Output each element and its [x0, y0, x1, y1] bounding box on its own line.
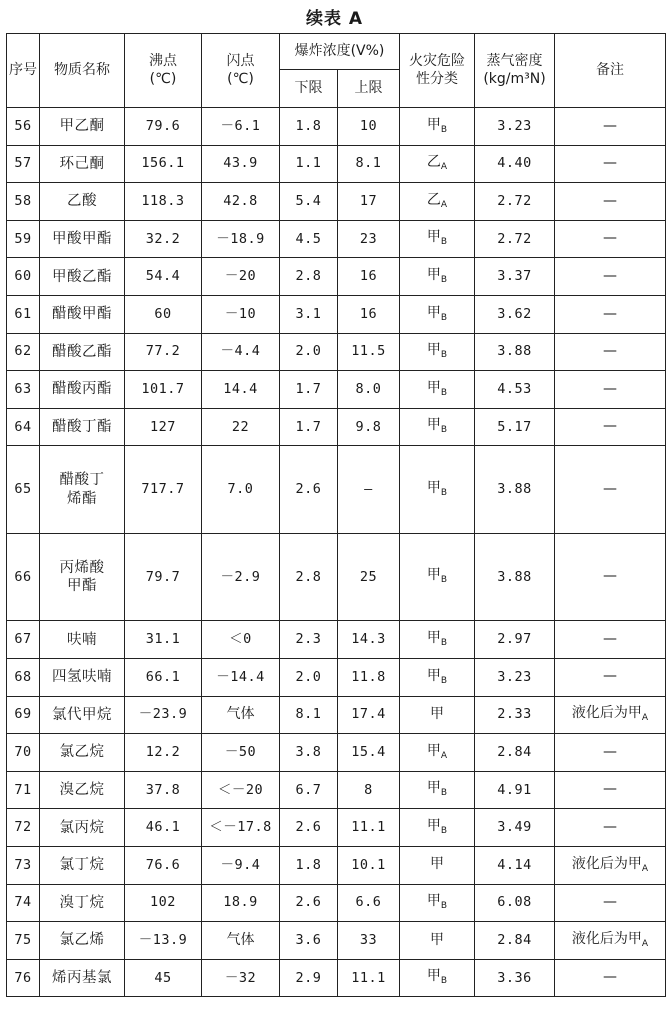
fire-class-subscript: B: [440, 976, 448, 987]
header-vapor-density: 蒸气密度 (kg/m³N): [475, 34, 555, 108]
fire-class-text: 甲: [426, 780, 441, 797]
table-body: [7, 108, 666, 997]
cell-name: 氯乙烷: [40, 734, 125, 772]
cell-lower-limit: 2.9: [280, 959, 338, 997]
cell-remark: [555, 696, 666, 734]
table-row: [7, 220, 666, 258]
cell-no: 70: [7, 734, 40, 772]
cell-name: 乙酸: [40, 183, 125, 221]
cell-name: 四氢呋喃: [40, 658, 125, 696]
fire-class-text: 甲: [426, 116, 441, 133]
table-header: [7, 34, 666, 108]
cell-name: 甲酸乙酯: [40, 258, 125, 296]
remark-text: —: [603, 630, 617, 647]
cell-lower-limit: 6.7: [280, 771, 338, 809]
cell-remark: [555, 884, 666, 922]
cell-lower-limit: 3.8: [280, 734, 338, 772]
remark-text: —: [603, 267, 617, 284]
cell-flash-point: ＜0: [202, 621, 280, 659]
remark-text: —: [603, 743, 617, 760]
fire-class-text: 甲: [426, 417, 441, 434]
cell-upper-limit: 14.3: [338, 621, 400, 659]
cell-vapor-density: 3.23: [475, 658, 555, 696]
cell-remark: [555, 145, 666, 183]
cell-upper-limit: 25: [338, 533, 400, 621]
fire-class-subscript: B: [440, 124, 448, 135]
table-row: [7, 108, 666, 146]
remark-subscript: A: [641, 863, 649, 874]
cell-fire-class: [400, 809, 475, 847]
cell-boiling-point: －13.9: [125, 922, 202, 960]
cell-name: 醋酸乙酯: [40, 333, 125, 371]
cell-boiling-point: 76.6: [125, 846, 202, 884]
remark-text: —: [603, 117, 617, 134]
header-lower-limit: 下限: [280, 70, 338, 108]
table-row: [7, 295, 666, 333]
cell-name-line: 烯酯: [67, 490, 97, 507]
cell-remark: [555, 658, 666, 696]
cell-remark: [555, 959, 666, 997]
cell-flash-point: －18.9: [202, 220, 280, 258]
table-row: [7, 696, 666, 734]
cell-upper-limit: 8.0: [338, 371, 400, 409]
cell-boiling-point: 45: [125, 959, 202, 997]
cell-name: 呋喃: [40, 621, 125, 659]
cell-flash-point: －6.1: [202, 108, 280, 146]
table-row: [7, 446, 666, 534]
cell-vapor-density: 4.14: [475, 846, 555, 884]
cell-fire-class: [400, 333, 475, 371]
fire-class-subscript: B: [440, 275, 448, 286]
cell-no: 76: [7, 959, 40, 997]
cell-fire-class: [400, 408, 475, 446]
cell-no: 66: [7, 533, 40, 621]
cell-lower-limit: 2.8: [280, 258, 338, 296]
fire-class-text: 甲: [426, 630, 441, 647]
header-fire-class: 火灾危险 性分类: [400, 34, 475, 108]
remark-text: —: [603, 894, 617, 911]
fire-class-subscript: A: [440, 162, 448, 173]
cell-remark: [555, 533, 666, 621]
cell-no: 60: [7, 258, 40, 296]
cell-flash-point: 7.0: [202, 446, 280, 534]
cell-remark: [555, 846, 666, 884]
cell-upper-limit: 17: [338, 183, 400, 221]
cell-remark: [555, 220, 666, 258]
cell-lower-limit: 1.7: [280, 371, 338, 409]
remark-text: —: [603, 380, 617, 397]
header-upper-limit: 上限: [338, 70, 400, 108]
table-row: [7, 771, 666, 809]
fire-class-subscript: B: [440, 675, 448, 686]
cell-no: 57: [7, 145, 40, 183]
remark-text: —: [603, 969, 617, 986]
cell-lower-limit: 4.5: [280, 220, 338, 258]
cell-upper-limit: 10.1: [338, 846, 400, 884]
cell-boiling-point: 37.8: [125, 771, 202, 809]
fire-class-text: 甲: [426, 379, 441, 396]
table-row: [7, 658, 666, 696]
table-row: [7, 884, 666, 922]
cell-flash-point: 气体: [202, 696, 280, 734]
fire-class-text: 甲: [426, 742, 441, 759]
cell-boiling-point: 31.1: [125, 621, 202, 659]
cell-no: 69: [7, 696, 40, 734]
remark-text: 液化后为甲: [571, 855, 642, 872]
cell-vapor-density: 2.72: [475, 183, 555, 221]
cell-upper-limit: 8.1: [338, 145, 400, 183]
fire-class-subscript: B: [440, 638, 448, 649]
cell-fire-class: [400, 145, 475, 183]
remark-text: —: [603, 343, 617, 360]
cell-remark: [555, 771, 666, 809]
cell-fire-class: [400, 922, 475, 960]
cell-name-line: 甲酯: [67, 578, 97, 595]
cell-vapor-density: 2.84: [475, 734, 555, 772]
cell-remark: [555, 922, 666, 960]
cell-lower-limit: 1.8: [280, 846, 338, 884]
cell-vapor-density: 3.88: [475, 533, 555, 621]
table-row: [7, 734, 666, 772]
fire-class-subscript: A: [440, 750, 448, 761]
cell-remark: [555, 446, 666, 534]
cell-name: 甲乙酮: [40, 108, 125, 146]
fire-class-text: 甲: [426, 342, 441, 359]
cell-vapor-density: 2.97: [475, 621, 555, 659]
fire-class-text: 甲: [426, 567, 441, 584]
cell-boiling-point: 66.1: [125, 658, 202, 696]
cell-no: 74: [7, 884, 40, 922]
cell-name: 烯丙基氯: [40, 959, 125, 997]
cell-vapor-density: 3.88: [475, 446, 555, 534]
remark-text: 液化后为甲: [571, 930, 642, 947]
fire-class-text: 甲: [426, 267, 441, 284]
remark-text: 液化后为甲: [571, 705, 642, 722]
header-explosive-limits: 爆炸浓度(V%): [280, 34, 400, 70]
fire-class-subscript: B: [440, 825, 448, 836]
cell-flash-point: ＜－20: [202, 771, 280, 809]
remark-subscript: A: [641, 938, 649, 949]
remark-text: —: [603, 480, 617, 497]
cell-name: 氯代甲烷: [40, 696, 125, 734]
cell-boiling-point: 32.2: [125, 220, 202, 258]
cell-vapor-density: 3.88: [475, 333, 555, 371]
fire-class-text: 甲: [426, 893, 441, 910]
cell-lower-limit: 2.6: [280, 446, 338, 534]
cell-lower-limit: 3.1: [280, 295, 338, 333]
cell-boiling-point: 79.7: [125, 533, 202, 621]
cell-lower-limit: 3.6: [280, 922, 338, 960]
cell-vapor-density: 2.84: [475, 922, 555, 960]
cell-no: 62: [7, 333, 40, 371]
table-row: [7, 809, 666, 847]
cell-no: 56: [7, 108, 40, 146]
cell-fire-class: [400, 771, 475, 809]
remark-text: —: [603, 192, 617, 209]
cell-boiling-point: 54.4: [125, 258, 202, 296]
cell-boiling-point: 77.2: [125, 333, 202, 371]
remark-text: —: [603, 230, 617, 247]
table-row: [7, 258, 666, 296]
cell-boiling-point: 102: [125, 884, 202, 922]
cell-flash-point: 42.8: [202, 183, 280, 221]
cell-name-line: 醋酸丁: [59, 472, 105, 489]
cell-upper-limit: 16: [338, 295, 400, 333]
cell-name: 氯乙烯: [40, 922, 125, 960]
cell-fire-class: [400, 533, 475, 621]
cell-vapor-density: 2.72: [475, 220, 555, 258]
cell-remark: [555, 295, 666, 333]
cell-fire-class: [400, 108, 475, 146]
cell-flash-point: 气体: [202, 922, 280, 960]
cell-boiling-point: 118.3: [125, 183, 202, 221]
cell-no: 65: [7, 446, 40, 534]
table-row: [7, 408, 666, 446]
remark-text: —: [603, 818, 617, 835]
data-table: [6, 33, 666, 997]
cell-no: 71: [7, 771, 40, 809]
cell-upper-limit: 33: [338, 922, 400, 960]
cell-lower-limit: 2.3: [280, 621, 338, 659]
table-row: [7, 959, 666, 997]
remark-text: —: [603, 781, 617, 798]
cell-fire-class: [400, 959, 475, 997]
cell-no: 75: [7, 922, 40, 960]
cell-name: 溴乙烷: [40, 771, 125, 809]
cell-lower-limit: 2.6: [280, 884, 338, 922]
cell-upper-limit: 9.8: [338, 408, 400, 446]
cell-flash-point: 43.9: [202, 145, 280, 183]
cell-name: 醋酸丁酯: [40, 408, 125, 446]
cell-boiling-point: 127: [125, 408, 202, 446]
fire-class-subscript: B: [440, 387, 448, 398]
cell-upper-limit: 10: [338, 108, 400, 146]
cell-remark: [555, 809, 666, 847]
cell-fire-class: [400, 696, 475, 734]
cell-lower-limit: 1.1: [280, 145, 338, 183]
cell-boiling-point: 79.6: [125, 108, 202, 146]
fire-class-subscript: B: [440, 575, 448, 586]
table-row: [7, 333, 666, 371]
cell-vapor-density: 3.62: [475, 295, 555, 333]
cell-upper-limit: 11.5: [338, 333, 400, 371]
fire-class-text: 甲: [426, 817, 441, 834]
cell-fire-class: [400, 371, 475, 409]
cell-remark: [555, 734, 666, 772]
fire-class-text: 乙: [426, 191, 441, 208]
cell-vapor-density: 4.91: [475, 771, 555, 809]
cell-boiling-point: －23.9: [125, 696, 202, 734]
fire-class-text: 甲: [430, 856, 444, 873]
cell-upper-limit: 8: [338, 771, 400, 809]
header-remark: 备注: [555, 34, 666, 108]
cell-fire-class: [400, 621, 475, 659]
fire-class-text: 甲: [430, 931, 444, 948]
cell-no: 58: [7, 183, 40, 221]
cell-name: [40, 533, 125, 621]
cell-lower-limit: 2.6: [280, 809, 338, 847]
fire-class-text: 甲: [426, 968, 441, 985]
cell-vapor-density: 2.33: [475, 696, 555, 734]
cell-lower-limit: 2.0: [280, 658, 338, 696]
fire-class-text: 甲: [426, 304, 441, 321]
cell-upper-limit: 11.8: [338, 658, 400, 696]
cell-flash-point: －20: [202, 258, 280, 296]
cell-upper-limit: 11.1: [338, 959, 400, 997]
cell-remark: [555, 183, 666, 221]
table-row: [7, 533, 666, 621]
cell-boiling-point: 60: [125, 295, 202, 333]
cell-vapor-density: 5.17: [475, 408, 555, 446]
cell-fire-class: [400, 183, 475, 221]
cell-boiling-point: 101.7: [125, 371, 202, 409]
fire-class-text: 乙: [426, 154, 441, 171]
remark-text: —: [603, 305, 617, 322]
cell-flash-point: －10: [202, 295, 280, 333]
cell-name: 醋酸甲酯: [40, 295, 125, 333]
cell-vapor-density: 3.23: [475, 108, 555, 146]
cell-fire-class: [400, 446, 475, 534]
fire-class-text: 甲: [426, 479, 441, 496]
cell-no: 67: [7, 621, 40, 659]
cell-vapor-density: 3.36: [475, 959, 555, 997]
cell-name: [40, 446, 125, 534]
cell-vapor-density: 6.08: [475, 884, 555, 922]
cell-remark: [555, 371, 666, 409]
cell-remark: [555, 108, 666, 146]
cell-vapor-density: 4.40: [475, 145, 555, 183]
cell-name: 环己酮: [40, 145, 125, 183]
header-no: 序号: [7, 34, 40, 108]
fire-class-subscript: B: [440, 901, 448, 912]
cell-name: 醋酸丙酯: [40, 371, 125, 409]
cell-upper-limit: 23: [338, 220, 400, 258]
cell-no: 72: [7, 809, 40, 847]
fire-class-subscript: B: [440, 350, 448, 361]
table-row: [7, 371, 666, 409]
fire-class-subscript: B: [440, 237, 448, 248]
cell-upper-limit: 6.6: [338, 884, 400, 922]
cell-no: 68: [7, 658, 40, 696]
cell-flash-point: －50: [202, 734, 280, 772]
cell-upper-limit: 11.1: [338, 809, 400, 847]
table-row: [7, 183, 666, 221]
cell-no: 63: [7, 371, 40, 409]
cell-name: 甲酸甲酯: [40, 220, 125, 258]
cell-boiling-point: 12.2: [125, 734, 202, 772]
cell-fire-class: [400, 258, 475, 296]
cell-name: 氯丙烷: [40, 809, 125, 847]
cell-flash-point: －14.4: [202, 658, 280, 696]
cell-flash-point: －4.4: [202, 333, 280, 371]
header-name: 物质名称: [40, 34, 125, 108]
cell-flash-point: ＜－17.8: [202, 809, 280, 847]
cell-lower-limit: 1.7: [280, 408, 338, 446]
cell-name-line: 丙烯酸: [59, 559, 105, 576]
cell-no: 59: [7, 220, 40, 258]
header-flash-point: 闪点 (℃): [202, 34, 280, 108]
cell-vapor-density: 4.53: [475, 371, 555, 409]
remark-text: —: [603, 155, 617, 172]
remark-text: —: [603, 418, 617, 435]
fire-class-subscript: B: [440, 425, 448, 436]
cell-lower-limit: 1.8: [280, 108, 338, 146]
cell-lower-limit: 5.4: [280, 183, 338, 221]
cell-flash-point: －2.9: [202, 533, 280, 621]
cell-lower-limit: 2.0: [280, 333, 338, 371]
cell-name: 氯丁烷: [40, 846, 125, 884]
fire-class-subscript: B: [440, 487, 448, 498]
cell-flash-point: －9.4: [202, 846, 280, 884]
cell-fire-class: [400, 220, 475, 258]
remark-subscript: A: [641, 713, 649, 724]
cell-upper-limit: —: [338, 446, 400, 534]
cell-lower-limit: 8.1: [280, 696, 338, 734]
cell-vapor-density: 3.37: [475, 258, 555, 296]
cell-name: 溴丁烷: [40, 884, 125, 922]
remark-text: —: [603, 568, 617, 585]
fire-class-subscript: B: [440, 312, 448, 323]
fire-class-subscript: B: [440, 788, 448, 799]
fire-class-text: 甲: [430, 706, 444, 723]
table-title: 续表 A: [305, 9, 364, 29]
cell-remark: [555, 621, 666, 659]
cell-upper-limit: 15.4: [338, 734, 400, 772]
cell-boiling-point: 156.1: [125, 145, 202, 183]
cell-upper-limit: 16: [338, 258, 400, 296]
cell-lower-limit: 2.8: [280, 533, 338, 621]
cell-flash-point: －32: [202, 959, 280, 997]
cell-fire-class: [400, 884, 475, 922]
remark-text: —: [603, 668, 617, 685]
table-row: [7, 922, 666, 960]
cell-remark: [555, 333, 666, 371]
cell-no: 73: [7, 846, 40, 884]
table-row: [7, 145, 666, 183]
table-row: [7, 621, 666, 659]
cell-fire-class: [400, 658, 475, 696]
cell-fire-class: [400, 295, 475, 333]
fire-class-text: 甲: [426, 229, 441, 246]
cell-vapor-density: 3.49: [475, 809, 555, 847]
cell-fire-class: [400, 846, 475, 884]
table-row: [7, 846, 666, 884]
cell-flash-point: 22: [202, 408, 280, 446]
header-boiling-point: 沸点 (℃): [125, 34, 202, 108]
cell-boiling-point: 46.1: [125, 809, 202, 847]
cell-boiling-point: 717.7: [125, 446, 202, 534]
cell-upper-limit: 17.4: [338, 696, 400, 734]
fire-class-subscript: A: [440, 199, 448, 210]
cell-fire-class: [400, 734, 475, 772]
cell-flash-point: 18.9: [202, 884, 280, 922]
cell-no: 64: [7, 408, 40, 446]
cell-no: 61: [7, 295, 40, 333]
cell-flash-point: 14.4: [202, 371, 280, 409]
cell-remark: [555, 408, 666, 446]
fire-class-text: 甲: [426, 667, 441, 684]
cell-remark: [555, 258, 666, 296]
